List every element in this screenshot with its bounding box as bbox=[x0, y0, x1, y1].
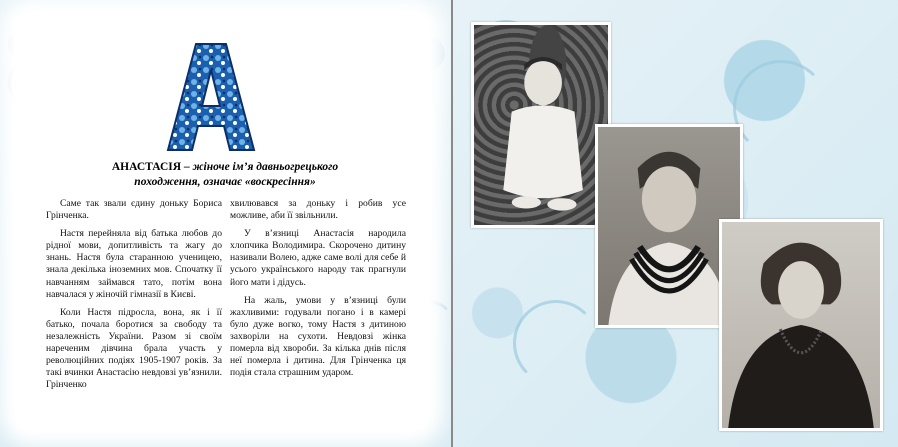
paragraph: Коли Настя підросла, вона, як і її батько, почала боротися за свободу та незалежність України. Разом зі своїм нареченим дівчина брала участь у революційних подіях 1905-1907 років. За такі вчинки Анастасію невдовзі ув’язнили. Грінченко bbox=[46, 306, 222, 391]
paragraph: На жаль, умови у в’язниці були жахливими: годували погано і в камері було дуже вогко, тому Настя з дитиною захворіли на сухоти. Невдовзі жінка померла від хвороби. За кілька днів після неї померла і дитина. Для Грінченка ця подія стала страшним ударом. bbox=[230, 294, 406, 379]
heading-line2: походження, означає «воскресіння» bbox=[134, 176, 316, 188]
photo-child bbox=[471, 22, 611, 228]
decorative-letter-a bbox=[166, 42, 256, 152]
child-photo-image bbox=[474, 25, 608, 225]
text-column-1 bbox=[46, 198, 222, 391]
heading-name: АНАСТАСІЯ bbox=[111, 161, 182, 173]
paragraph: У в’язниці Анастасія народила хлопчика Володимира. Скорочено дитину називали Волею, адже саме волі для себе й усього українського народу так прагнули його мати і дідусь. bbox=[230, 228, 406, 288]
heading-rest: – жіноче ім’я давньогрецького bbox=[181, 161, 339, 173]
paragraph: хвилювався за доньку і робив усе можливе, аби її звільнили. bbox=[230, 198, 406, 222]
paragraph: Саме так звали єдину доньку Бориса Грінченка. bbox=[46, 198, 222, 222]
photo-woman bbox=[719, 219, 883, 431]
paragraph: Настя перейняла від батька любов до рідної мови, допитливість та жагу до знань. Настя була старанною ученицею, знала декілька іноземних мов. Спочатку її навчанням займався тато, потім вона навчалася у жіночій гімназії в Києві. bbox=[46, 228, 222, 300]
text-column-2 bbox=[230, 198, 406, 379]
article-heading bbox=[100, 160, 350, 190]
woman-photo-image bbox=[722, 222, 880, 428]
